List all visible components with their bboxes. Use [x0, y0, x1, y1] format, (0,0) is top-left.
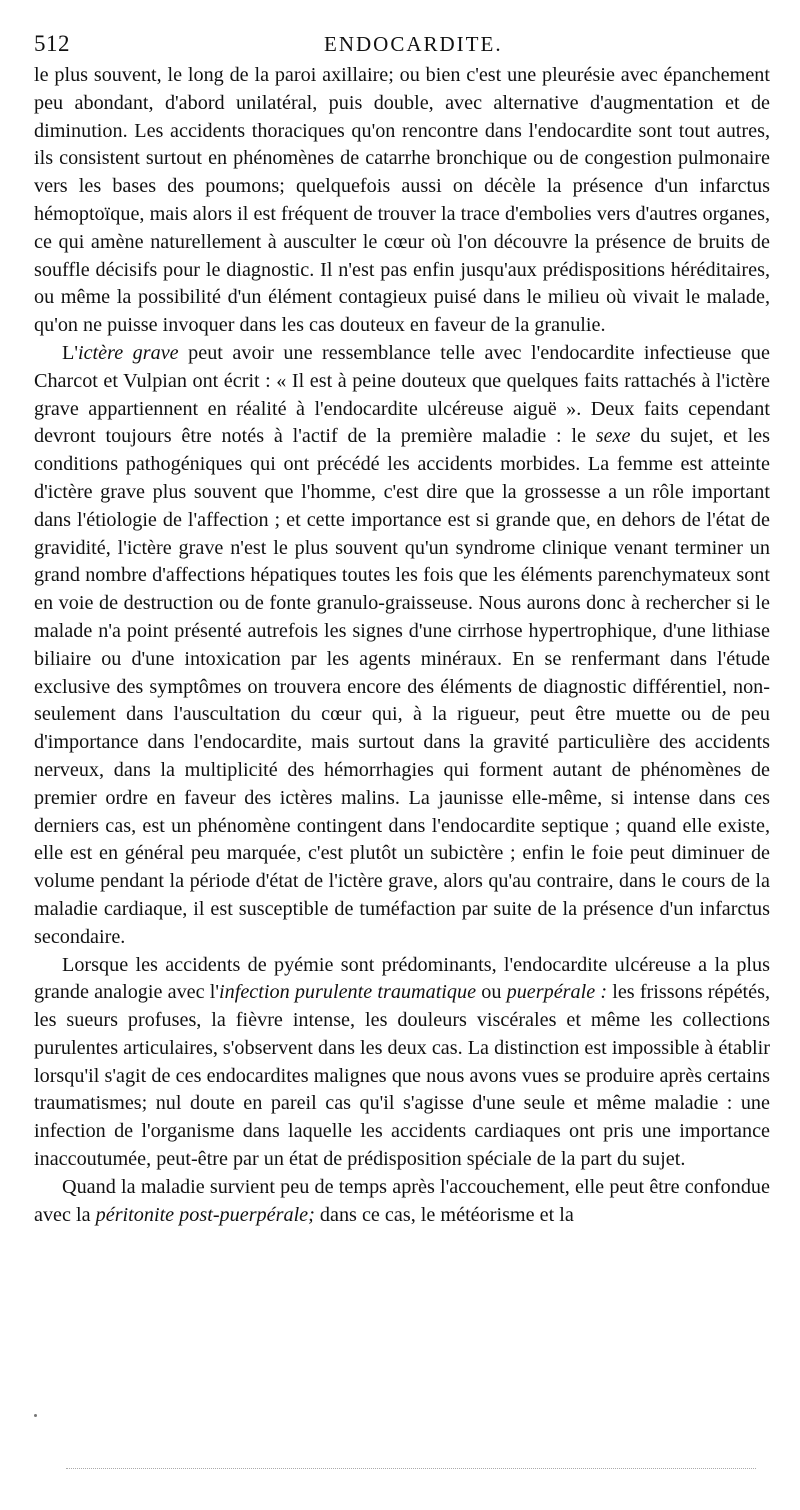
- text-run: dans ce cas, le météorisme et la: [314, 1203, 574, 1226]
- text-run: peut avoir une ressemblance telle avec l'endocardite infectieuse que Charcot et Vulpian ont écrit : « Il est à peine douteux que quelques faits rattachés à l'ictère grave appartiennent en réalité à l'endocardite ulcéreuse aiguë ». Deux faits cependant devront toujours être notés à l'actif de la première maladie : le: [34, 341, 770, 448]
- italic-term: sexe: [595, 425, 631, 448]
- running-title: ENDOCARDITE.: [324, 32, 503, 56]
- text-run: Lorsque les accidents de pyémie sont prédominants, l'endocardite ulcéreuse a la plus grande analogie avec l': [34, 953, 770, 1004]
- text-run: Quand la maladie survient peu de temps après l'accouchement, elle peut être confondue avec la: [34, 1175, 770, 1226]
- paragraph-granulie: le plus souvent, le long de la paroi axillaire; ou bien c'est une pleurésie avec épanchement peu abondant, d'abord unilatéral, puis double, avec alternative d'augmentation et de diminution. Les accidents thoraciques qu'on rencontre dans l'endocardite sont tout autres, ils consistent surtout en phénomènes de catarrhe bronchique ou de congestion pulmonaire vers les bases des poumons; quelquefois aussi on décèle la présence d'un infarctus hémoptoïque, mais alors il est fréquent de trouver la trace d'embolies vers d'autres organes, ce qui amène naturellement à ausculter le cœur où l'on découvre la présence de bruits de souffle décisifs pour le diagnostic. Il n'est pas enfin jusqu'aux prédispositions héréditaires, ou même la possibilité d'un élément contagieux puisé dans le milieu où vivait le malade, qu'on ne puisse invoquer dans les cas douteux en faveur de la granulie.: [34, 64, 770, 337]
- italic-term: puerpérale :: [506, 981, 608, 1004]
- text-run: L': [62, 341, 78, 364]
- paragraph-ictere-grave: [34, 340, 770, 952]
- ink-speck: [34, 1414, 37, 1417]
- text-run: du sujet, et les conditions pathogéniques qui ont précédé les accidents morbides. La femme est atteinte d'ictère grave plus souvent que l'homme, c'est dire que la grossesse a un rôle important dans l'étiologie de l'affection ; et cette importance est si grande que, en dehors de l'état de gravidité, l'ictère grave n'est le plus souvent qu'un syndrome clinique venant terminer un grand nombre d'affections hépatiques toutes les fois que les éléments parenchymateux sont en voie de destruction ou de fonte granulo-graisseuse. Nous aurons donc à rechercher si le malade n'a point présenté autrefois les signes d'une cirrhose hypertrophique, d'une lithiase biliaire ou d'une intoxication par les agents minéraux. En se renfermant dans l'étude exclusive des symptômes on trouvera encore des éléments de diagnostic différentiel, non-seulement dans l'auscultation du cœur qui, à la rigueur, peut être muette ou de peu d'importance dans l'endocardite, mais surtout dans la gravité particulière des accidents nerveux, dans la multiplicité des hémorrhagies qui forment autant de phénomènes de premier ordre en faveur des ictères malins. La jaunisse elle-même, si intense dans ces derniers cas, est un phénomène contingent dans l'endocardite septique ; quand elle existe, elle est en général peu marquée, c'est plutôt un subictère ; enfin le foie peut diminuer de volume pendant la période d'état de l'ictère grave, alors qu'au contraire, dans le cours de la maladie cardiaque, il est susceptible de tuméfaction par suite de la présence d'un infarctus secondaire.: [34, 425, 770, 948]
- body-text: [34, 62, 770, 1229]
- paragraph-peritonite: [34, 1174, 770, 1230]
- page-header: [34, 32, 770, 62]
- italic-term: ictère grave: [77, 341, 179, 364]
- paragraph-pyemie: [34, 952, 770, 1174]
- text-run: les frissons répétés, les sueurs profuses, la fièvre intense, les douleurs viscérales et même les collections purulentes articulaires, s'observent dans les deux cas. La distinction est impossible à établir lorsqu'il s'agit de ces endocardites malignes que nous avons vues se produire après certains traumatismes; nul doute en pareil cas qu'il s'agisse d'une seule et même maladie : une infection de l'organisme dans laquelle les accidents cardiaques ont pris une importance inaccoutumée, peut-être par un état de prédisposition spéciale de la part du sujet.: [34, 981, 771, 1171]
- footer-rule: [66, 1468, 756, 1469]
- italic-term: infection purulente traumatique: [219, 981, 477, 1004]
- page-number: 512: [34, 31, 70, 56]
- text-run: ou: [476, 981, 507, 1004]
- italic-term: péritonite post-puerpérale;: [95, 1203, 315, 1226]
